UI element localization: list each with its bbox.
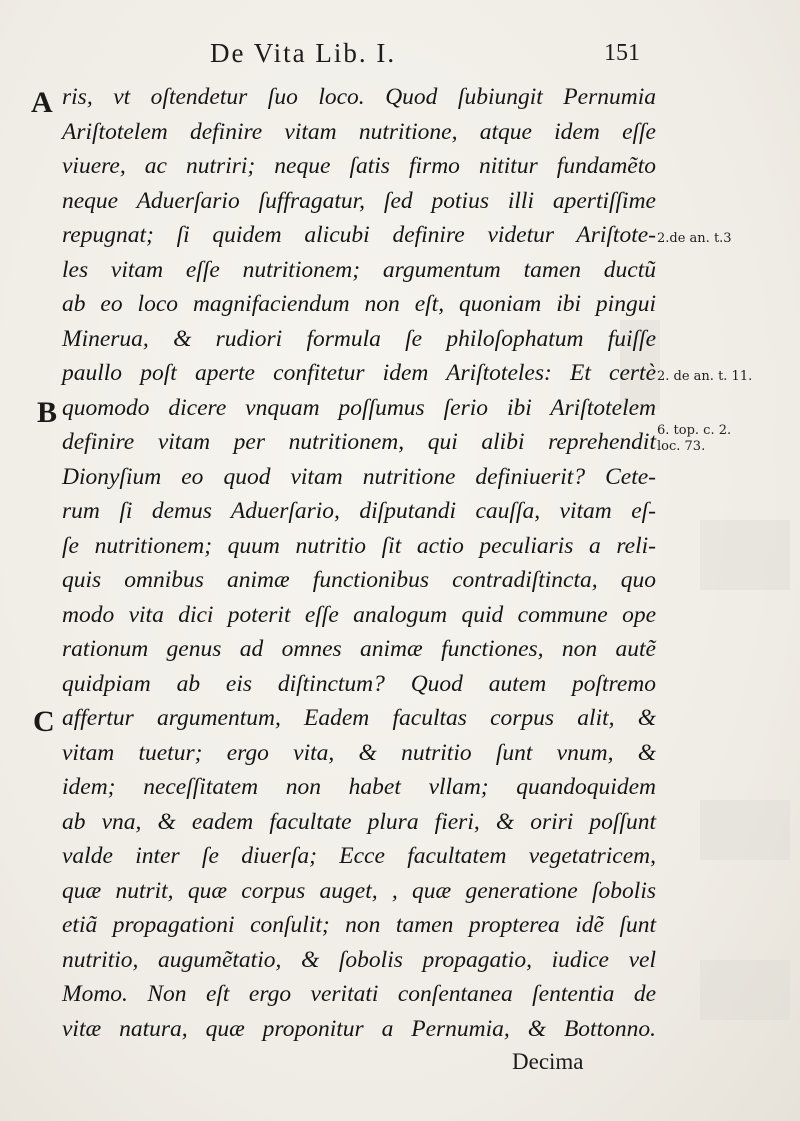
text-line: nutritio, augumẽtatio, & ſobolis propagatio, iudice vel bbox=[62, 946, 656, 973]
text-line: Ariſtotelem definire vitam nutritione, atque idem eſſe bbox=[62, 118, 656, 145]
text-line: etiã propagationi conſulit; non tamen propterea idẽ ſunt bbox=[62, 912, 656, 938]
text-line: quis omnibus animæ functionibus contradiſtincta, quo bbox=[62, 567, 656, 593]
bleed-through-shadow bbox=[700, 520, 790, 590]
text-line: affertur argumentum, Eadem facultas corpus alit, & bbox=[62, 705, 656, 731]
catchword: Decima bbox=[512, 1049, 584, 1074]
text-line: Minerua, & rudiori formula ſe philoſophatum fuiſſe bbox=[62, 325, 656, 352]
page-number: 151 bbox=[604, 40, 640, 66]
text-line: repugnat; ſi quidem alicubi definire videtur Ariſtote- bbox=[62, 222, 656, 248]
text-line: quomodo dicere vnquam poſſumus ſerio ibi Ariſtotelem bbox=[62, 394, 656, 421]
running-head: De Vita Lib. I. bbox=[210, 38, 397, 68]
text-line: ab vna, & eadem facultate plura fieri, & oriri poſſunt bbox=[62, 808, 656, 835]
text-line: Dionyſium eo quod vitam nutritione definiuerit? Cete- bbox=[62, 463, 656, 490]
text-line: rationum genus ad omnes animæ functiones, non autẽ bbox=[62, 636, 656, 662]
body-text bbox=[62, 80, 656, 1046]
section-letter-b: B bbox=[37, 396, 58, 429]
section-letter-a: A bbox=[31, 86, 53, 119]
text-line: les vitam eſſe nutritionem; argumentum tamen ductũ bbox=[62, 256, 656, 283]
text-line: Momo. Non eſt ergo veritati conſentanea ſententia de bbox=[62, 981, 656, 1007]
text-line: ſe nutritionem; quum nutritio ſit actio peculiaris a reli- bbox=[62, 532, 656, 559]
bleed-through-shadow bbox=[700, 960, 790, 1020]
text-line: ab eo loco magnifaciendum non eſt, quoniam ibi pingui bbox=[62, 291, 656, 317]
marginal-note: loc. 73. bbox=[657, 439, 706, 454]
text-line: neque Aduerſario ſuffragatur, ſed potius illi apertiſſime bbox=[62, 187, 656, 214]
text-line: paullo poſt aperte confitetur idem Ariſtoteles: Et certè bbox=[62, 360, 656, 386]
text-line: vitam tuetur; ergo vita, & nutritio ſunt vnum, & bbox=[62, 739, 656, 766]
marginal-note: 2.de an. t.3 bbox=[657, 231, 732, 246]
section-letter-c: C bbox=[33, 705, 55, 738]
text-line: vitæ natura, quæ proponitur a Pernumia, & Bottonno. bbox=[62, 1015, 656, 1042]
text-line: modo vita dici poterit eſſe analogum quid commune ope bbox=[62, 601, 656, 628]
text-line: definire vitam per nutritionem, qui alibi reprehendit bbox=[62, 429, 656, 455]
text-line: viuere, ac nutriri; neque ſatis firmo nititur fundamẽto bbox=[62, 153, 656, 179]
text-line: idem; neceſſitatem non habet vllam; quandoquidem bbox=[62, 774, 656, 800]
bleed-through-shadow bbox=[700, 800, 790, 860]
text-line: quidpiam ab eis diſtinctum? Quod autem poſtremo bbox=[62, 670, 656, 697]
marginal-note: 2. de an. t. 11. bbox=[657, 369, 753, 384]
text-line: rum ſi demus Aduerſario, diſputandi cauſſa, vitam eſ- bbox=[62, 498, 656, 524]
text-line: valde inter ſe diuerſa; Ecce facultatem vegetatricem, bbox=[62, 843, 656, 869]
marginal-note: 6. top. c. 2. bbox=[657, 423, 732, 438]
text-line: ris, vt oſtendetur ſuo loco. Quod ſubiungit Pernumia bbox=[62, 84, 656, 110]
text-line: quæ nutrit, quæ corpus auget, , quæ generatione ſobolis bbox=[62, 877, 656, 904]
